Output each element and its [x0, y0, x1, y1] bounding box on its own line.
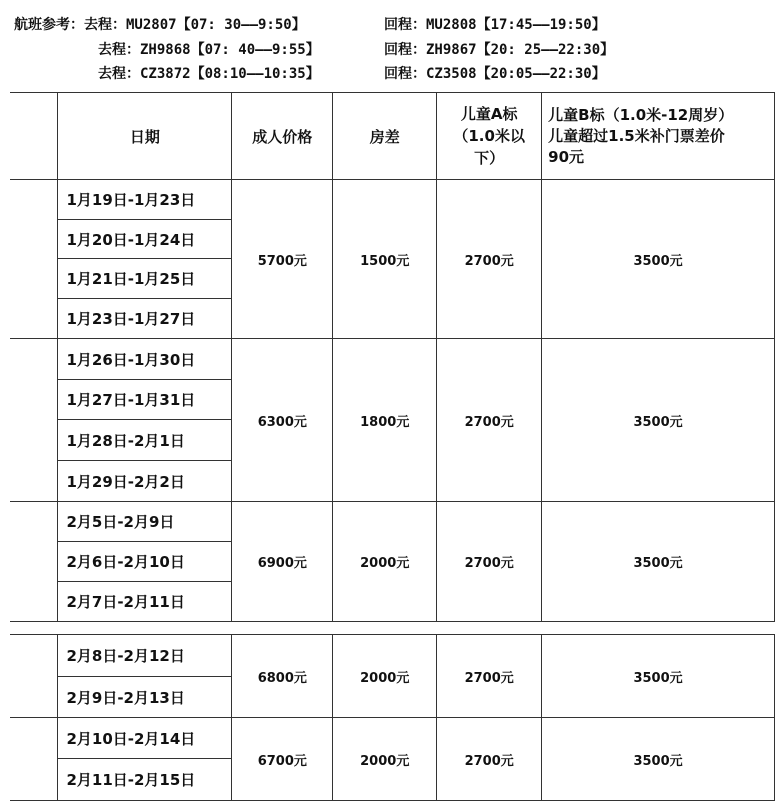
blank-cell — [10, 502, 58, 622]
date-range-cell: 2月8日-2月12日 — [58, 635, 232, 677]
table-row — [10, 339, 775, 380]
return-code: CZ3508 — [426, 66, 477, 82]
child-b-header: 儿童B标（1.0米-12周岁） 儿童超过1.5米补门票差价 90元 — [542, 93, 775, 180]
return-label: 回程： — [384, 17, 426, 33]
return-time: 【20: 25——22:30】 — [476, 42, 615, 58]
table-row — [10, 635, 775, 677]
child-b-price-cell: 3500元 — [542, 180, 775, 339]
room-diff-cell: 2000元 — [333, 635, 437, 718]
flight-label: 航班参考： — [14, 17, 84, 33]
child-a-price-cell: 2700元 — [437, 635, 542, 718]
outbound-time: 【07: 30——9:50】 — [176, 17, 306, 33]
flight-row-2 — [98, 37, 320, 63]
flight-row-3 — [98, 61, 320, 87]
outbound-code: CZ3872 — [140, 66, 191, 82]
adult-price-cell: 6900元 — [232, 502, 333, 622]
child-b-price-cell: 3500元 — [542, 339, 775, 502]
return-time: 【17:45——19:50】 — [476, 17, 606, 33]
date-range-cell: 1月26日-1月30日 — [58, 339, 232, 380]
adult-price-cell: 5700元 — [232, 180, 333, 339]
room-diff-cell: 2000元 — [333, 718, 437, 801]
blank-cell — [10, 635, 58, 718]
child-a-header: 儿童A标 （1.0米以 下） — [437, 93, 542, 180]
return-time: 【20:05——22:30】 — [476, 66, 606, 82]
return-code: MU2808 — [426, 17, 477, 33]
child-b-price-cell: 3500元 — [542, 502, 775, 622]
date-range-cell: 2月11日-2月15日 — [58, 759, 232, 801]
date-range-cell: 1月23日-1月27日 — [58, 299, 232, 339]
flight-row-1 — [14, 12, 306, 38]
outbound-label: 去程： — [84, 17, 126, 33]
flight-reference — [0, 0, 780, 92]
date-range-cell: 1月20日-1月24日 — [58, 220, 232, 259]
return-label: 回程： — [384, 66, 426, 82]
return-row-3 — [384, 61, 606, 87]
table-row — [10, 180, 775, 220]
adult-price-cell: 6700元 — [232, 718, 333, 801]
date-range-cell: 2月9日-2月13日 — [58, 677, 232, 718]
room-diff-cell: 2000元 — [333, 502, 437, 622]
return-code: ZH9867 — [426, 42, 477, 58]
outbound-label: 去程： — [98, 42, 140, 58]
price-table — [10, 92, 775, 622]
outbound-label: 去程： — [98, 66, 140, 82]
return-row-1 — [384, 12, 606, 38]
blank-cell — [10, 180, 58, 339]
outbound-time: 【07: 40——9:55】 — [190, 42, 320, 58]
return-label: 回程： — [384, 42, 426, 58]
date-range-cell: 1月19日-1月23日 — [58, 180, 232, 220]
child-a-price-cell: 2700元 — [437, 502, 542, 622]
date-range-cell: 2月5日-2月9日 — [58, 502, 232, 542]
adult-price-header: 成人价格 — [232, 93, 333, 180]
child-a-price-cell: 2700元 — [437, 718, 542, 801]
outbound-time: 【08:10——10:35】 — [190, 66, 320, 82]
room-diff-header: 房差 — [333, 93, 437, 180]
child-a-price-cell: 2700元 — [437, 339, 542, 502]
child-b-price-cell: 3500元 — [542, 635, 775, 718]
price-table-2 — [10, 634, 775, 801]
date-range-cell: 2月10日-2月14日 — [58, 718, 232, 759]
room-diff-cell: 1500元 — [333, 180, 437, 339]
table-header-row — [10, 93, 775, 180]
date-range-cell: 1月27日-1月31日 — [58, 380, 232, 420]
date-range-cell: 1月28日-2月1日 — [58, 420, 232, 461]
blank-cell — [10, 93, 58, 180]
room-diff-cell: 1800元 — [333, 339, 437, 502]
outbound-code: ZH9868 — [140, 42, 191, 58]
child-a-price-cell: 2700元 — [437, 180, 542, 339]
adult-price-cell: 6300元 — [232, 339, 333, 502]
date-range-cell: 2月7日-2月11日 — [58, 582, 232, 622]
child-b-price-cell: 3500元 — [542, 718, 775, 801]
blank-cell — [10, 339, 58, 502]
date-header: 日期 — [58, 93, 232, 180]
date-range-cell: 2月6日-2月10日 — [58, 542, 232, 582]
table-row — [10, 502, 775, 542]
adult-price-cell: 6800元 — [232, 635, 333, 718]
date-range-cell: 1月29日-2月2日 — [58, 461, 232, 502]
outbound-code: MU2807 — [126, 17, 177, 33]
return-row-2 — [384, 37, 614, 63]
table-row — [10, 718, 775, 759]
blank-cell — [10, 718, 58, 801]
date-range-cell: 1月21日-1月25日 — [58, 259, 232, 299]
